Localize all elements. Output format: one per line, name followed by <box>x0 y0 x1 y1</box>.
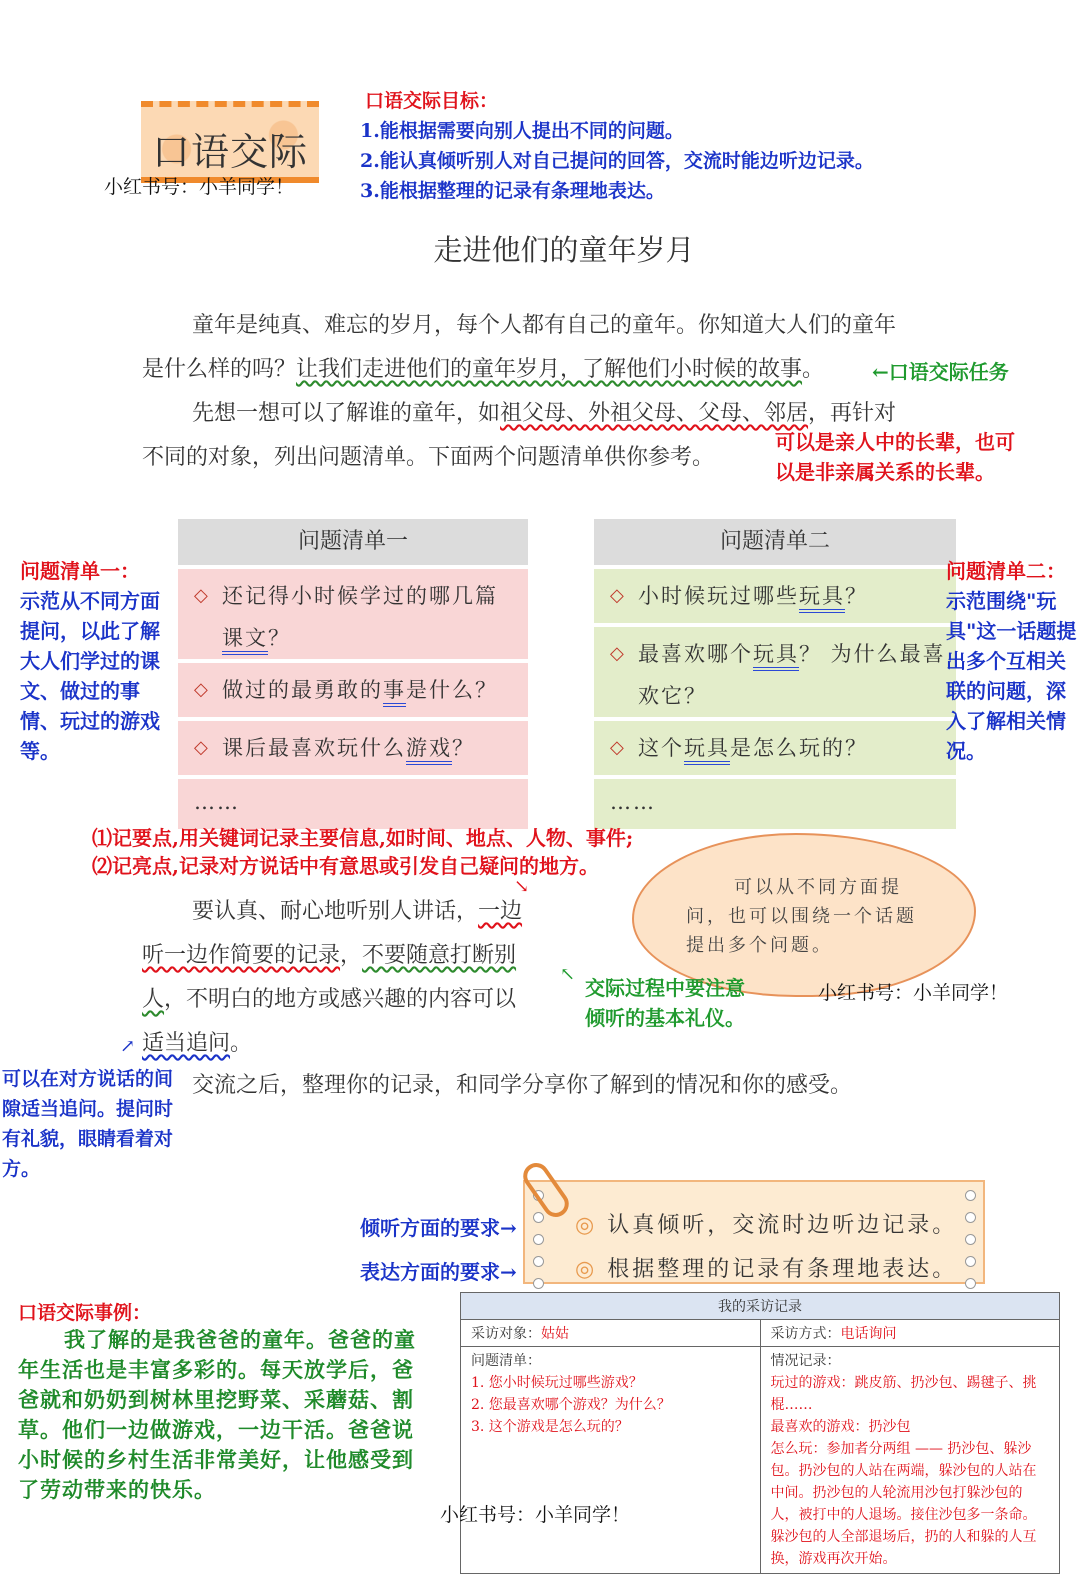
subject-cell: 采访对象：姑姑 <box>461 1320 761 1347</box>
question-item-more: …… <box>594 779 956 829</box>
requirement-listen: ◎ 认真倾听，交流时边听边记录。 <box>575 1213 958 1238</box>
table-title: 我的采访记录 <box>461 1293 1060 1320</box>
diamond-icon: ◇ <box>194 585 210 606</box>
question-item: ◇ 最喜欢哪个玩具？ 为什么最喜欢它？ <box>594 627 956 717</box>
task-highlight: 让我们走进他们的童年岁月，了解他们小时候的故事 <box>296 357 803 382</box>
listening-line: 听一边作简要的记录，不要随意打断别 <box>142 943 517 968</box>
people-highlight: 祖父母、外祖父母、父母、邻居 <box>500 401 809 426</box>
list-two-note <box>946 556 1080 766</box>
section-banner <box>141 101 319 183</box>
etiquette-note: 倾听的基本礼仪。 <box>585 1006 745 1030</box>
listen-requirement-label: 倾听方面的要求→ <box>360 1216 517 1240</box>
goals-heading: 口语交际目标： <box>365 90 499 112</box>
requirements-card <box>523 1180 985 1284</box>
diamond-icon: ◇ <box>194 737 210 758</box>
question-list-header: 问题清单一 <box>178 519 528 565</box>
question-item-more: …… <box>178 779 528 829</box>
card-holes <box>965 1190 977 1300</box>
arrow-up-right-icon: ↗ <box>120 1036 136 1057</box>
method-cell: 采访方式：电话询问 <box>760 1320 1060 1347</box>
intro-text: 先想一想可以了解谁的童年，如 <box>192 401 501 426</box>
note-entry: 怎么玩：参加者分两组 —— 扔沙包、躲沙包。扔沙包的人站在两端，躲沙包的人站在中间。扔沙包的人轮流用沙包打躲沙包的人，被打中的人退场。接住沙包多一条命。躲沙包的人全部退场后，扔的人和躲的人互换，游戏再次开始。 <box>770 1441 1037 1567</box>
banner-title: 口语交际 <box>151 130 308 174</box>
note-entry: 玩过的游戏：跳皮筋、扔沙包、踢毽子、挑棍…… <box>770 1375 1037 1413</box>
intro-text: 。 <box>802 357 825 382</box>
elder-note: 可以是亲人中的长辈，也可 <box>775 430 1015 454</box>
question-item: ◇ 这个玩具是怎么玩的？ <box>594 721 956 775</box>
express-requirement-label: 表达方面的要求→ <box>360 1260 517 1284</box>
question-list-header: 问题清单二 <box>594 519 956 565</box>
question-entry: 3. 这个游戏是怎么玩的？ <box>471 1419 629 1435</box>
note-entry: 最喜欢的游戏：扔沙包 <box>770 1419 911 1435</box>
double-circle-icon: ◎ <box>575 1213 598 1238</box>
diamond-icon: ◇ <box>610 643 626 664</box>
diamond-icon: ◇ <box>610 585 626 606</box>
record-tip: ⑴记要点,用关键词记录主要信息,如时间、地点、人物、事件; <box>92 826 634 850</box>
arrow-up-left-icon: ↖ <box>560 964 576 985</box>
notes-cell: 情况记录： 玩过的游戏：跳皮筋、扔沙包、踢毽子、挑棍…… 最喜欢的游戏：扔沙包 怎么玩：参加者分两组 —— 扔沙包、躲沙包。扔沙包的人站在两端，躲沙包的人站在中间。扔沙包的人轮流用沙包打躲沙包的人，被打中的人退场。接住沙包多一条命。躲沙包的人全部退场后，扔的人和躲的人互换，游戏再次开始。 <box>760 1347 1060 1574</box>
goal-item: 1.能根据需要向别人提出不同的问题。 <box>360 120 684 142</box>
watermark: 小红书号：小羊同学！ <box>440 1504 631 1526</box>
share-line: 交流之后，整理你的记录，和同学分享你了解到的情况和你的感受。 <box>192 1073 853 1098</box>
elder-note: 以是非亲属关系的长辈。 <box>775 460 995 484</box>
double-circle-icon: ◎ <box>575 1257 598 1282</box>
etiquette-note: 交际过程中要注意 <box>585 976 745 1000</box>
cloud-text: 可以从不同方面提问，也可以围绕一个话题提出多个问题。 <box>686 877 917 956</box>
questions-cell: 问题清单： 1. 您小时候玩过哪些游戏？ 2. 您最喜欢哪个游戏？为什么？ 3. 这个游戏是怎么玩的？ <box>461 1347 761 1574</box>
question-list-one <box>178 519 528 833</box>
arrow-down-icon: ↘ <box>514 876 530 897</box>
intro-line: 不同的对象，列出问题清单。下面两个问题清单供你参考。 <box>142 445 715 470</box>
list-one-note <box>20 556 160 766</box>
list-one-note-heading: 问题清单一： <box>20 559 140 583</box>
goal-item: 3.能根据整理的记录有条理地表达。 <box>360 180 665 202</box>
task-note: ←口语交际任务 <box>872 360 1009 384</box>
listening-line: 要认真、耐心地听别人讲话，一边 <box>192 899 523 924</box>
example-heading: 口语交际事例： <box>18 1302 152 1324</box>
question-entry: 1. 您小时候玩过哪些游戏？ <box>471 1375 643 1391</box>
listening-line: 适当追问。 <box>142 1031 253 1056</box>
list-two-note-body: 示范围绕"玩具"这一话题提出多个互相关联的问题，深入了解相关情况。 <box>946 589 1077 763</box>
record-tip: ⑵记亮点,记录对方说话中有意思或引发自己疑问的地方。 <box>92 854 599 878</box>
intro-line: 童年是纯真、难忘的岁月，每个人都有自己的童年。你知道大人们的童年 <box>192 313 897 338</box>
intro-text: ，再针对 <box>808 401 897 426</box>
example-section <box>18 1298 418 1505</box>
requirement-express: ◎ 根据整理的记录有条理地表达。 <box>575 1257 958 1282</box>
listening-line: 人，不明白的地方或感兴趣的内容可以 <box>142 987 517 1012</box>
diamond-icon: ◇ <box>194 679 210 700</box>
question-item: ◇ 课后最喜欢玩什么游戏？ <box>178 721 528 775</box>
question-entry: 2. 您最喜欢哪个游戏？为什么？ <box>471 1397 671 1413</box>
question-item: ◇ 还记得小时候学过的哪几篇课文？ <box>178 569 528 659</box>
goal-item: 2.能认真倾听别人对自己提问的回答，交流时能边听边记录。 <box>360 150 874 172</box>
question-list-two <box>594 519 956 833</box>
followup-note: 可以在对方说话的间隙适当追问。提问时有礼貌，眼睛看着对方。 <box>2 1068 174 1180</box>
example-body: 我了解的是我爸爸的童年。爸爸的童年生活也是丰富多彩的。每天放学后，爸爸就和奶奶到树林里挖野菜、采蘑菇、割草。他们一边做游戏，一边干活。爸爸说小时候的乡村生活非常美好，让他感受到了劳动带来的快乐。 <box>18 1327 416 1502</box>
list-two-note-heading: 问题清单二： <box>946 559 1066 583</box>
watermark: 小红书号：小羊同学！ <box>818 982 1009 1004</box>
interview-record-table <box>460 1292 1060 1574</box>
page-title: 走进他们的童年岁月 <box>433 233 695 267</box>
question-item: ◇ 做过的最勇敢的事是什么？ <box>178 663 528 717</box>
watermark: 小红书号：小羊同学！ <box>104 176 295 198</box>
diamond-icon: ◇ <box>610 737 626 758</box>
intro-line <box>142 348 824 392</box>
intro-text: 是什么样的吗？ <box>142 357 297 382</box>
list-one-note-body: 示范从不同方面提问，以此了解大人们学过的课文、做过的事情、玩过的游戏等。 <box>20 589 160 763</box>
question-item: ◇ 小时候玩过哪些玩具？ <box>594 569 956 623</box>
